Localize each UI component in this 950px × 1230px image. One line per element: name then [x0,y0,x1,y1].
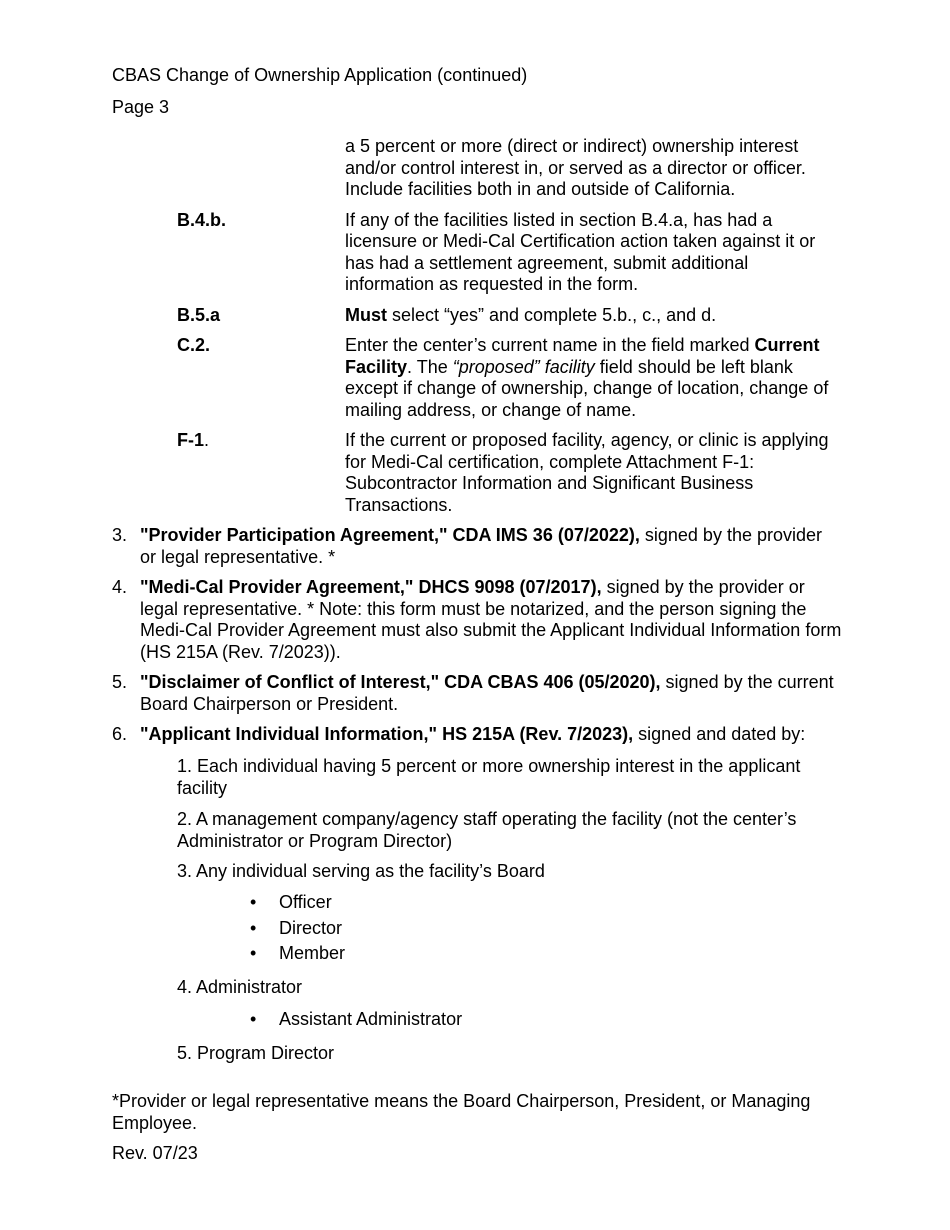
sublist-item-1: 1. Each individual having 5 percent or more ownership interest in the applicant facility [177,756,801,798]
definition-text: If the current or proposed facility, agency, or clinic is applying for Medi-Cal certification, complete Attachment F-1: Subcontractor Information and Significant Business Transactions. [345,430,829,515]
page-number: Page 3 [112,97,170,117]
definition-code: F-1. [177,430,210,450]
sublist-item-4: 4. Administrator [177,977,303,997]
section-definitions [177,136,842,525]
sublist-item-3: 3. Any individual serving as the facility’s Board [177,861,545,881]
page-header-title: CBAS Change of Ownership Application (continued) [112,65,528,85]
definition-text: Enter the center’s current name in the field marked Current Facility. The “proposed” facility field should be left blank except if change of ownership, change of location, change of mailing address, or change of name. [345,335,829,420]
sublist-item-2: 2. A management company/agency staff operating the facility (not the center’s Administrator or Program Director) [177,809,797,851]
list-item: 5. "Disclaimer of Conflict of Interest," CDA CBAS 406 (05/2020), signed by the current Board Chairperson or President. [112,672,834,714]
bullet-item: • Member [250,943,346,963]
bullet-item: • Assistant Administrator [250,1009,463,1029]
footer-note: *Provider or legal representative means the Board Chairperson, President, or Managing Employee. [112,1091,811,1133]
revision-label: Rev. 07/23 [112,1143,198,1163]
definition-code: C.2. [177,335,211,355]
definition-row [177,335,842,421]
definition-code: B.4.b. [177,209,227,230]
definition-row [177,136,842,201]
definition-text: If any of the facilities listed in section B.4.a, has had a licensure or Medi-Cal Certification action taken against it or has had a settlement agreement, submit additional information as requested in the form. [345,209,816,294]
definition-row [177,210,842,296]
bullet-item: • Officer [250,892,332,912]
definition-continuation: a 5 percent or more (direct or indirect) ownership interest and/or control interest in, or served as a director or officer. Include facilities both in and outside of California. [345,136,806,199]
sublist-item-5: 5. Program Director [177,1043,335,1063]
definition-row [177,305,842,327]
admin-roles-list [250,1009,462,1035]
list-item: 4. "Medi-Cal Provider Agreement," DHCS 9098 (07/2017), signed by the provider or legal representative. * Note: this form must be notarized, and the person signing the Medi-Cal Provider Agreement must also submit the Applicant Individual Information form (HS 215A (Rev. 7/2023)). [112,577,842,662]
board-roles-list [250,892,345,969]
list-item: 6. "Applicant Individual Information," HS 215A (Rev. 7/2023), signed and dated by: [112,724,806,744]
list-item: 3. "Provider Participation Agreement," CDA IMS 36 (07/2022), signed by the provider or legal representative. * [112,525,822,567]
definition-code: B.5.a [177,304,221,325]
definition-text: Must select “yes” and complete 5.b., c., and d. [345,304,717,325]
numbered-list [112,525,842,755]
bullet-item: • Director [250,917,343,938]
definition-row [177,430,842,516]
